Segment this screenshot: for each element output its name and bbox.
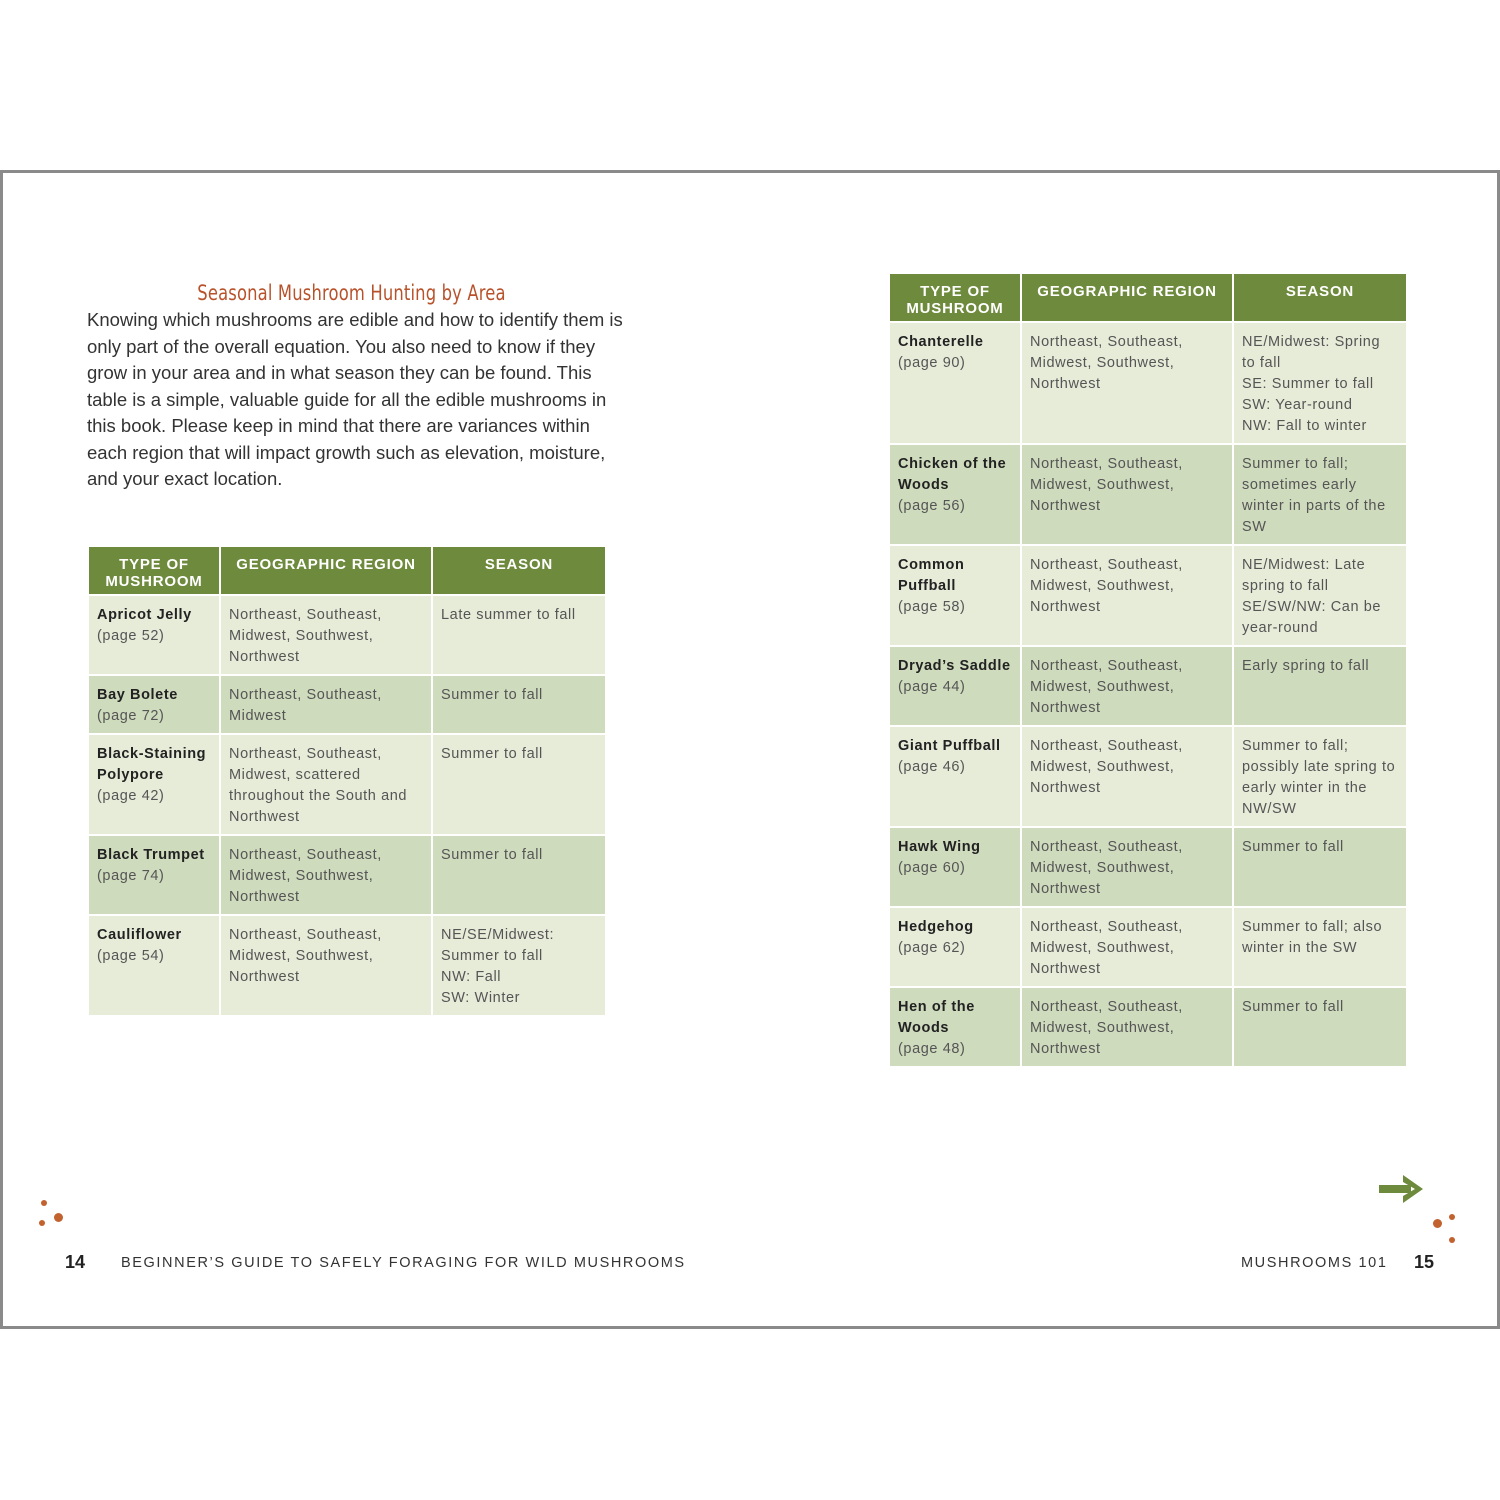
mushroom-cell — [89, 735, 219, 836]
region-cell: Northeast, Southeast, Midwest, Southwest, Northwest — [1022, 647, 1232, 727]
table-row — [890, 546, 1406, 647]
region-cell: Northeast, Southeast, Midwest, Southwest, Northwest — [1022, 323, 1232, 445]
mushroom-cell — [890, 828, 1020, 908]
mushroom-name: Cauliflower — [97, 927, 182, 943]
intro-paragraph: Knowing which mushrooms are edible and how to identify them is only part of the overall equation. You also need to know if they grow in your area and in what season they can be found. This table is a simple, valuable guide for all the edible mushrooms in this book. Please keep in mind that there are variances within each region that will impact growth such as elevation, moisture, and your exact location. — [87, 309, 623, 489]
page-number-left: 14 — [65, 1252, 86, 1272]
mushroom-name: Chicken of the Woods — [898, 456, 1007, 493]
season-cell: Summer to fall — [433, 676, 605, 735]
mushroom-name: Black-Staining Polypore — [97, 746, 207, 783]
page-reference: (page 60) — [898, 860, 966, 876]
mushroom-cell — [89, 836, 219, 916]
table-row — [890, 727, 1406, 828]
season-cell: Summer to fall; sometimes early winter in parts of the SW — [1234, 445, 1406, 546]
region-cell: Northeast, Southeast, Midwest, Southwest, Northwest — [1022, 727, 1232, 828]
page-reference: (page 46) — [898, 759, 966, 775]
mushroom-name: Black Trumpet — [97, 847, 205, 863]
mushroom-cell — [890, 647, 1020, 727]
season-cell: Summer to fall — [433, 836, 605, 916]
page-reference: (page 54) — [97, 948, 165, 964]
mushroom-name: Common Puffball — [898, 557, 965, 594]
table-row — [89, 836, 605, 916]
region-cell: Northeast, Southeast, Midwest, Southwest, Northwest — [1022, 445, 1232, 546]
season-cell: NE/Midwest: Late spring to fall SE/SW/NW: Can be year-round — [1234, 546, 1406, 647]
page-reference: (page 52) — [97, 628, 165, 644]
region-cell: Northeast, Southeast, Midwest, Southwest, Northwest — [221, 836, 431, 916]
decorative-dot — [1449, 1214, 1455, 1220]
season-cell: Summer to fall — [433, 735, 605, 836]
page-reference: (page 72) — [97, 708, 165, 724]
season-cell: NE/SE/Midwest: Summer to fall NW: Fall SW: Winter — [433, 916, 605, 1017]
table-row — [890, 445, 1406, 546]
page-reference: (page 58) — [898, 599, 966, 615]
page-number-right: 15 — [1414, 1252, 1435, 1272]
mushroom-cell — [890, 988, 1020, 1068]
header-region: GEOGRAPHIC REGION — [1022, 274, 1232, 323]
mushroom-name: Dryad’s Saddle — [898, 658, 1011, 674]
mushroom-cell — [890, 546, 1020, 647]
season-cell: Late summer to fall — [433, 596, 605, 676]
region-cell: Northeast, Southeast, Midwest, scattered throughout the South and Northwest — [221, 735, 431, 836]
mushroom-cell — [890, 908, 1020, 988]
region-cell: Northeast, Southeast, Midwest, Southwest, Northwest — [1022, 988, 1232, 1068]
decorative-dot — [39, 1220, 45, 1226]
table-row — [890, 988, 1406, 1068]
mushroom-table-left — [87, 547, 607, 1017]
header-type: TYPE OF MUSHROOM — [89, 547, 219, 596]
mushroom-cell — [890, 727, 1020, 828]
mushroom-cell — [89, 676, 219, 735]
book-spread — [0, 170, 1500, 1329]
mushroom-cell — [89, 916, 219, 1017]
page-reference: (page 56) — [898, 498, 966, 514]
footer-section-title: MUSHROOMS 101 — [1241, 1255, 1388, 1271]
mushroom-name: Hedgehog — [898, 919, 974, 935]
table-row — [89, 916, 605, 1017]
season-cell: Early spring to fall — [1234, 647, 1406, 727]
mushroom-cell — [89, 596, 219, 676]
table-row — [89, 676, 605, 735]
season-cell: NE/Midwest: Spring to fall SE: Summer to fall SW: Year-round NW: Fall to winter — [1234, 323, 1406, 445]
page-reference: (page 62) — [898, 940, 966, 956]
mushroom-name: Hawk Wing — [898, 839, 981, 855]
mushroom-cell — [890, 445, 1020, 546]
season-cell: Summer to fall — [1234, 828, 1406, 908]
arrow-right-icon[interactable] — [1377, 1174, 1425, 1204]
mushroom-name: Hen of the Woods — [898, 999, 975, 1036]
table-row — [890, 908, 1406, 988]
mushroom-name: Giant Puffball — [898, 738, 1001, 754]
table-row — [89, 735, 605, 836]
page-reference: (page 48) — [898, 1041, 966, 1057]
table-row — [890, 323, 1406, 445]
mushroom-name: Chanterelle — [898, 334, 984, 350]
header-region: GEOGRAPHIC REGION — [221, 547, 431, 596]
header-season: SEASON — [1234, 274, 1406, 323]
header-type: TYPE OF MUSHROOM — [890, 274, 1020, 323]
region-cell: Northeast, Southeast, Midwest, Southwest, Northwest — [1022, 908, 1232, 988]
region-cell: Northeast, Southeast, Midwest, Southwest, Northwest — [221, 916, 431, 1017]
decorative-dot — [54, 1213, 63, 1222]
mushroom-name: Bay Bolete — [97, 687, 178, 703]
page-reference: (page 90) — [898, 355, 966, 371]
season-cell: Summer to fall — [1234, 988, 1406, 1068]
decorative-dot — [1449, 1237, 1455, 1243]
table-row — [890, 647, 1406, 727]
footer-book-title: BEGINNER’S GUIDE TO SAFELY FORAGING FOR WILD MUSHROOMS — [121, 1255, 686, 1271]
page-reference: (page 44) — [898, 679, 966, 695]
table-row — [890, 828, 1406, 908]
page-reference: (page 42) — [97, 788, 165, 804]
region-cell: Northeast, Southeast, Midwest — [221, 676, 431, 735]
header-season: SEASON — [433, 547, 605, 596]
region-cell: Northeast, Southeast, Midwest, Southwest, Northwest — [1022, 546, 1232, 647]
decorative-dot — [1433, 1219, 1442, 1228]
table-row — [89, 596, 605, 676]
season-cell: Summer to fall; possibly late spring to early winter in the NW/SW — [1234, 727, 1406, 828]
section-title: Seasonal Mushroom Hunting by Area — [197, 281, 506, 305]
mushroom-name: Apricot Jelly — [97, 607, 192, 623]
mushroom-table-right — [888, 274, 1408, 1068]
region-cell: Northeast, Southeast, Midwest, Southwest, Northwest — [1022, 828, 1232, 908]
season-cell: Summer to fall; also winter in the SW — [1234, 908, 1406, 988]
mushroom-cell — [890, 323, 1020, 445]
page-reference: (page 74) — [97, 868, 165, 884]
decorative-dot — [41, 1200, 47, 1206]
region-cell: Northeast, Southeast, Midwest, Southwest, Northwest — [221, 596, 431, 676]
